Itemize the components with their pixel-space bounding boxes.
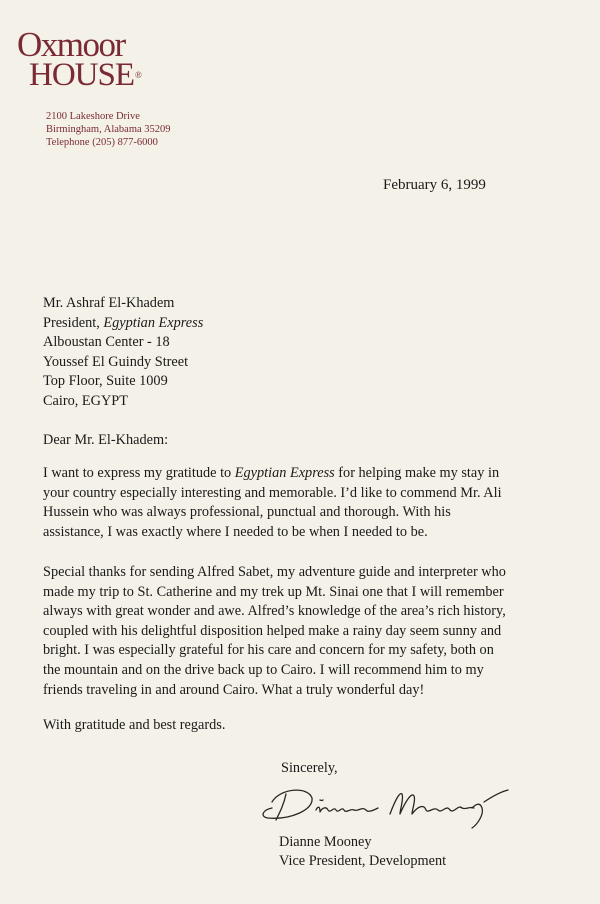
- signer-name: Dianne Mooney: [279, 834, 372, 850]
- closing-line: With gratitude and best regards.: [43, 717, 226, 733]
- letterhead-phone: Telephone (205) 877-6000: [46, 137, 158, 148]
- sign-off: Sincerely,: [281, 760, 338, 776]
- recipient-address-line-2: Youssef El Guindy Street: [43, 353, 189, 370]
- paragraph-2: [43, 563, 598, 700]
- recipient-address-line-1: Alboustan Center - 18: [43, 334, 170, 351]
- logo-line-2-text: HOUSE: [29, 57, 135, 93]
- paragraph-1-line-1-end: for helping make my stay in: [334, 465, 500, 481]
- logo-line-2: [29, 57, 141, 93]
- paragraph-1-company: Egyptian Express: [234, 465, 335, 481]
- logo-line-1: Oxmoor: [17, 25, 125, 64]
- paragraph-1-line-2: your country especially interesting and memorable. I’d like to commend Mr. Ali: [43, 484, 502, 501]
- paragraph-1: [43, 464, 598, 542]
- recipient-name: Mr. Ashraf El-Khadem: [43, 295, 175, 311]
- letterhead-street: 2100 Lakeshore Drive: [46, 111, 140, 122]
- letter-date: February 6, 1999: [383, 177, 486, 193]
- signer-title: Vice President, Development: [279, 853, 447, 869]
- recipient-block: [43, 294, 203, 412]
- paragraph-1-line-3: Hussein who was always professional, punctual and thorough. With his: [43, 504, 451, 521]
- letterhead-city: Birmingham, Alabama 35209: [46, 124, 171, 135]
- registered-mark: ®: [135, 70, 141, 80]
- recipient-address-line-4: Cairo, EGYPT: [43, 392, 128, 409]
- paragraph-2-line-6: the mountain and on the drive back up to Cairo. I will recommend him to my: [43, 661, 484, 678]
- paragraph-2-line-2: made my trip to St. Catherine and my trek up Mt. Sinai one that I will remember: [43, 583, 504, 600]
- recipient-title-prefix: President,: [43, 314, 104, 331]
- paragraph-1-line-1-start: I want to express my gratitude to: [43, 465, 235, 481]
- paragraph-2-line-7: friends traveling in and around Cairo. What a truly wonderful day!: [43, 681, 425, 698]
- paragraph-1-line-4: assistance, I was exactly where I needed to be when I needed to be.: [43, 523, 428, 540]
- paragraph-2-line-3: always with great wonder and awe. Alfred’s knowledge of the area’s rich history,: [43, 603, 506, 620]
- handwritten-signature: [250, 780, 520, 830]
- salutation: Dear Mr. El-Khadem:: [43, 432, 169, 448]
- recipient-address-line-3: Top Floor, Suite 1009: [43, 373, 168, 390]
- paragraph-2-line-5: bright. I was especially grateful for his care and concern for my safety, both on: [43, 642, 494, 659]
- paragraph-2-line-1: Special thanks for sending Alfred Sabet, my adventure guide and interpreter who: [43, 564, 506, 580]
- paragraph-2-line-4: coupled with his delightful disposition helped make a rainy day seem sunny and: [43, 622, 502, 639]
- letterhead-address: [46, 110, 171, 149]
- company-logo: [17, 25, 141, 93]
- recipient-title: [43, 314, 203, 334]
- recipient-company: Egyptian Express: [103, 314, 204, 331]
- paragraph-1-line-1: [43, 464, 598, 484]
